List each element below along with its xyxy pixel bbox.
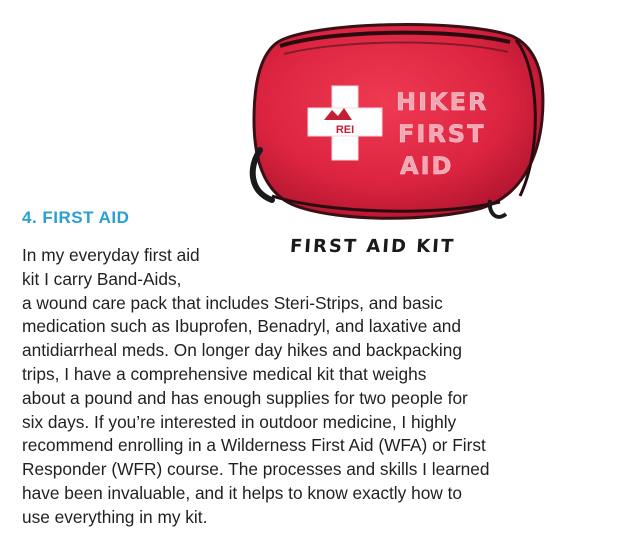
- body-line: kit I carry Band-Aids,: [22, 268, 182, 289]
- body-line: use everything in my kit.: [22, 506, 208, 527]
- illustration-caption: FIRST AID KIT: [289, 236, 456, 257]
- body-line: recommend enrolling in a Wilderness First Aid (WFA) or First: [22, 435, 486, 456]
- kit-label-line-3: AID: [400, 152, 454, 180]
- first-aid-kit-illustration: [220, 0, 560, 230]
- kit-label-line-2: FIRST: [398, 120, 486, 148]
- body-line: antidiarrheal meds. On longer day hikes and backpacking: [22, 340, 462, 361]
- body-line: six days. If you’re interested in outdoor medicine, I highly: [22, 411, 457, 432]
- kit-cross-brand: REI: [335, 124, 355, 136]
- body-line: medication such as Ibuprofen, Benadryl, and laxative and: [22, 316, 462, 337]
- body-line: trips, I have a comprehensive medical kit that weighs: [22, 363, 427, 384]
- section-heading: 4. FIRST AID: [22, 208, 130, 227]
- body-line: In my everyday first aid: [22, 245, 200, 265]
- body-line: about a pound and has enough supplies for two people for: [22, 387, 468, 408]
- body-line: Responder (WFR) course. The processes and skills I learned: [22, 459, 490, 480]
- body-line: have been invaluable, and it helps to know exactly how to: [22, 482, 462, 503]
- kit-label-line-1: HIKER: [396, 88, 489, 116]
- body-line: a wound care pack that includes Steri-Strips, and basic: [22, 292, 443, 313]
- body-paragraph: [22, 244, 542, 530]
